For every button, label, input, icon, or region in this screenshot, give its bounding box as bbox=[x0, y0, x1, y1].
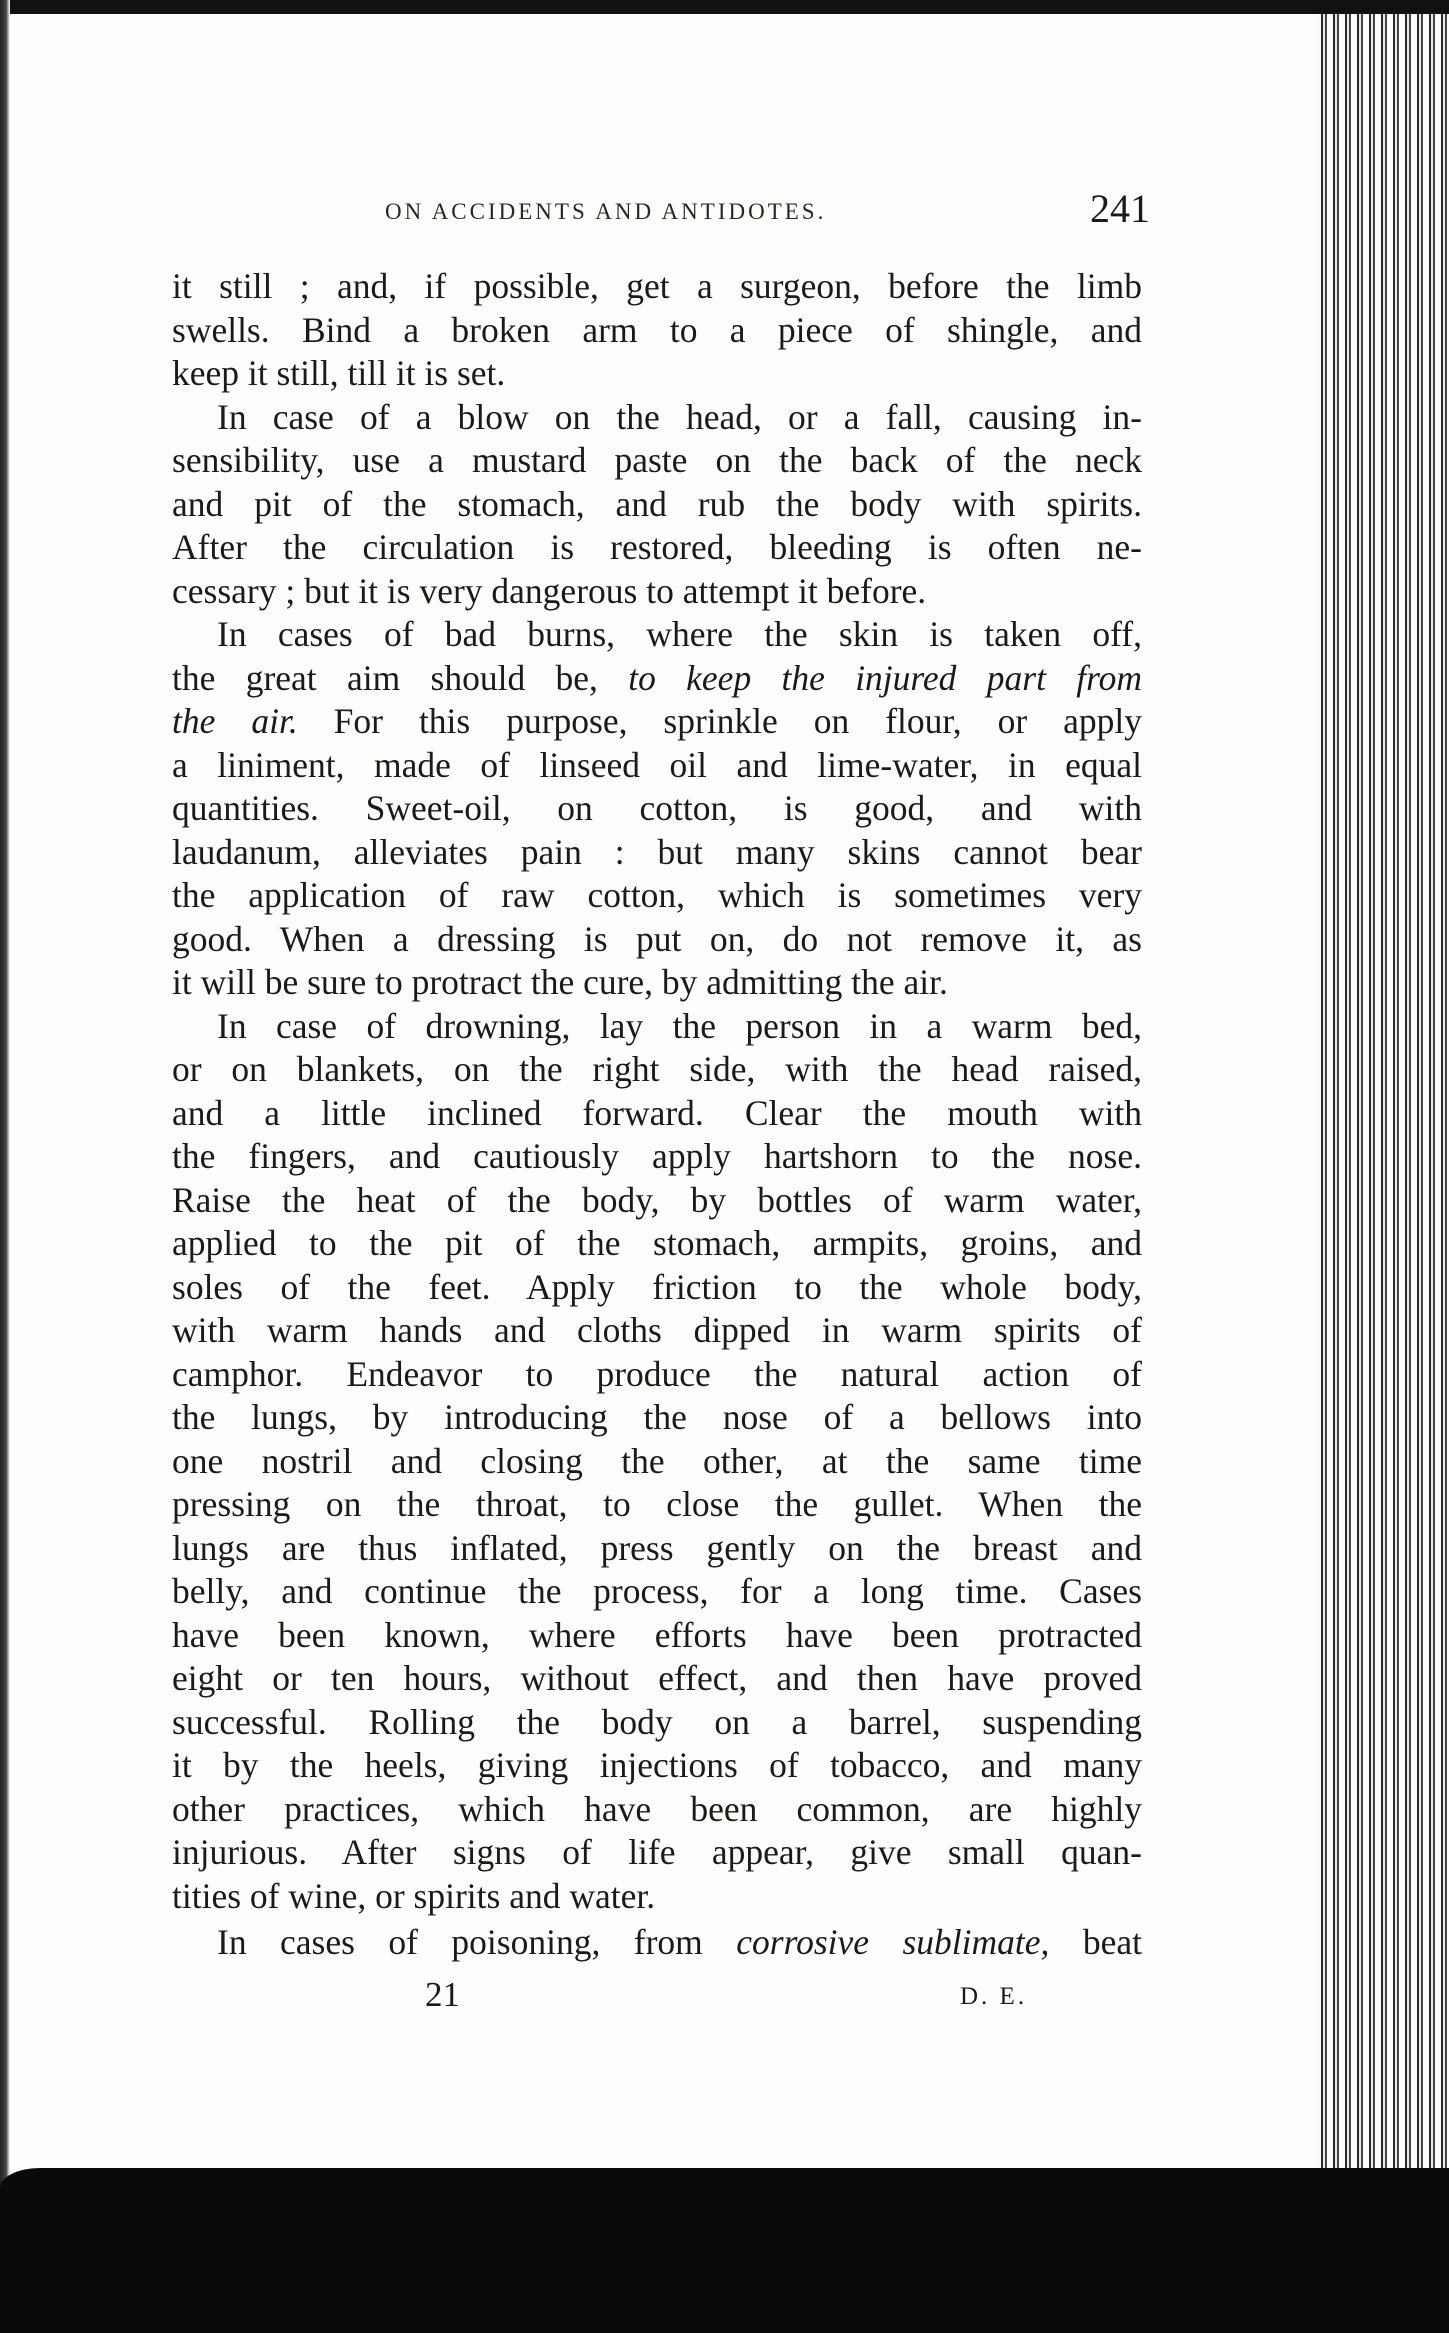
text-line: In cases of bad burns, where the skin is taken off, bbox=[217, 614, 1142, 654]
text-line: camphor. Endeavor to produce the natural action of bbox=[172, 1353, 1142, 1394]
text-line: other practices, which have been common, are highly bbox=[172, 1788, 1142, 1829]
text-line: the fingers, and cautiously apply hartshorn to the nose. bbox=[172, 1136, 1142, 1176]
italic-run: the air. bbox=[172, 701, 298, 741]
text-line: quantities. Sweet-oil, on cotton, is good, and with bbox=[172, 788, 1142, 828]
text-line: and a little inclined forward. Clear the mouth with bbox=[172, 1092, 1142, 1133]
text-run: beat bbox=[1082, 1922, 1143, 1962]
text-line: eight or ten hours, without effect, and then have proved bbox=[172, 1658, 1142, 1698]
text-line: and pit of the stomach, and rub the body with spirits. bbox=[172, 483, 1142, 524]
text-line: sensibility, use a mustard paste on the back of the neck bbox=[172, 440, 1142, 480]
text-line: the application of raw cotton, which is sometimes very bbox=[172, 875, 1142, 915]
text-line: keep it still, till it is set. bbox=[172, 353, 506, 393]
text-line: one nostril and closing the other, at the same time bbox=[172, 1440, 1142, 1481]
text-line: tities of wine, or spirits and water. bbox=[172, 1875, 656, 1916]
text-line bbox=[172, 657, 1142, 701]
running-title: ON ACCIDENTS AND ANTIDOTES. bbox=[385, 199, 827, 224]
text-line: or on blankets, on the right side, with the head raised, bbox=[172, 1049, 1142, 1089]
scan-border-top bbox=[0, 0, 1449, 14]
italic-run: to keep the injured part from bbox=[628, 657, 1142, 698]
text-run: the great aim should be, bbox=[172, 657, 598, 698]
text-line: it still ; and, if possible, get a surgeon, before the limb bbox=[172, 266, 1142, 306]
scan-border-bottom bbox=[0, 2168, 1449, 2333]
text-line: belly, and continue the process, for a long time. Cases bbox=[172, 1571, 1142, 1611]
text-line: the lungs, by introducing the nose of a bellows into bbox=[172, 1397, 1142, 1437]
text-line: with warm hands and cloths dipped in warm spirits of bbox=[172, 1310, 1142, 1350]
page-number: 241 bbox=[1090, 186, 1150, 231]
signature-line bbox=[170, 1975, 1155, 2025]
text-line: successful. Rolling the body on a barrel, suspending bbox=[172, 1701, 1142, 1742]
text-line: laudanum, alleviates pain : but many skins cannot bear bbox=[172, 831, 1142, 872]
body-text bbox=[172, 265, 1142, 1965]
text-line: applied to the pit of the stomach, armpits, groins, and bbox=[172, 1223, 1142, 1263]
text-line: After the circulation is restored, bleeding is often ne- bbox=[172, 527, 1142, 567]
text-line: In case of a blow on the head, or a fall, causing in- bbox=[217, 396, 1142, 437]
italic-run: corrosive sublimate, bbox=[736, 1922, 1050, 1962]
text-line: In case of drowning, lay the person in a warm bed, bbox=[217, 1005, 1142, 1046]
scan-border-left bbox=[0, 0, 10, 2333]
text-line: cessary ; but it is very dangerous to attempt it before. bbox=[172, 570, 927, 611]
text-line: Raise the heat of the body, by bottles of warm water, bbox=[172, 1179, 1142, 1220]
text-line: good. When a dressing is put on, do not remove it, as bbox=[172, 918, 1142, 959]
text-line: soles of the feet. Apply friction to the whole body, bbox=[172, 1266, 1142, 1307]
text-line: pressing on the throat, to close the gullet. When the bbox=[172, 1484, 1142, 1524]
signature-mark: D. E. bbox=[960, 1983, 1028, 2010]
text-line: have been known, where efforts have been protracted bbox=[172, 1614, 1142, 1655]
page-edges bbox=[1318, 14, 1449, 2168]
text-run: For this purpose, sprinkle on flour, or apply bbox=[333, 701, 1143, 741]
text-line: lungs are thus inflated, press gently on the breast and bbox=[172, 1527, 1142, 1568]
text-line: a liniment, made of linseed oil and lime-water, in equal bbox=[172, 744, 1142, 785]
text-line: swells. Bind a broken arm to a piece of shingle, and bbox=[172, 309, 1142, 350]
text-run: In cases of poisoning, from bbox=[217, 1922, 703, 1962]
text-line bbox=[172, 700, 1142, 744]
text-line: it will be sure to protract the cure, by admitting the air. bbox=[172, 962, 948, 1002]
text-line: it by the heels, giving injections of tobacco, and many bbox=[172, 1745, 1142, 1785]
running-head bbox=[170, 185, 1150, 245]
text-line: injurious. After signs of life appear, give small quan- bbox=[172, 1832, 1142, 1872]
signature-number: 21 bbox=[425, 1975, 460, 2014]
text-line bbox=[172, 1921, 1142, 1965]
